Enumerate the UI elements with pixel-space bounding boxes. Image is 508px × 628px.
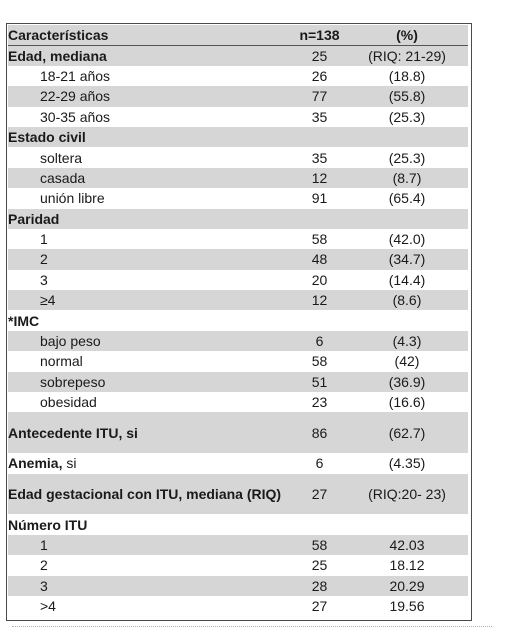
row-n: 35	[311, 149, 328, 166]
row-label-text: ≥4	[40, 292, 56, 309]
row-label	[8, 66, 293, 86]
row-label	[8, 290, 293, 310]
row-percent: (8.7)	[346, 168, 468, 188]
row-label-text: Estado civil	[8, 129, 86, 146]
table-row	[8, 209, 468, 229]
row-percent	[346, 514, 468, 534]
row-label-text: Anemia,	[8, 455, 63, 472]
table-row	[8, 249, 468, 269]
row-label	[8, 372, 293, 392]
header-characteristics: Características	[8, 25, 293, 45]
row-label-text: 3	[40, 271, 48, 288]
table-row	[8, 290, 468, 310]
row-label	[8, 86, 293, 106]
table-row	[8, 576, 468, 596]
row-n: 91	[311, 190, 328, 207]
row-label	[8, 576, 293, 596]
characteristics-table	[8, 25, 468, 616]
table-row	[8, 535, 468, 555]
row-n: 12	[293, 168, 346, 188]
table-row	[8, 372, 468, 392]
table-row	[8, 514, 468, 534]
table-row	[8, 188, 468, 208]
row-n: 86	[293, 412, 346, 453]
row-n: 35	[311, 108, 328, 125]
table-row	[8, 555, 468, 575]
row-percent: (14.4)	[388, 271, 426, 288]
row-label	[8, 229, 293, 249]
row-percent	[346, 127, 468, 147]
row-n: 27	[311, 598, 328, 615]
row-percent: (25.3)	[388, 149, 426, 166]
row-label-text: 2	[40, 251, 48, 268]
table-row	[8, 392, 468, 412]
row-percent: (42)	[394, 353, 420, 370]
table-row	[8, 596, 468, 616]
row-percent	[346, 209, 468, 229]
row-percent: (RIQ:20- 23)	[346, 474, 468, 515]
row-percent: (55.8)	[346, 86, 468, 106]
table-header-row	[8, 25, 468, 45]
table-row	[8, 474, 468, 515]
row-percent: (RIQ: 21-29)	[346, 45, 468, 65]
row-label-text: 18-21 años	[40, 67, 111, 84]
row-label	[8, 209, 293, 229]
row-label-text: 30-35 años	[40, 108, 111, 125]
table-row	[8, 66, 468, 86]
row-label-text: obesidad	[40, 394, 97, 411]
row-percent: (34.7)	[346, 249, 468, 269]
row-label-text: >4	[40, 598, 56, 615]
row-percent: 20.29	[346, 576, 468, 596]
row-label	[8, 168, 293, 188]
table-row	[8, 412, 468, 453]
row-label	[8, 45, 293, 65]
row-n	[293, 514, 346, 534]
row-label	[8, 270, 293, 290]
table-row	[8, 127, 468, 147]
row-n: 27	[293, 474, 346, 515]
row-percent: 42.03	[346, 535, 468, 555]
row-percent: (62.7)	[346, 412, 468, 453]
row-n: 12	[293, 290, 346, 310]
row-label	[8, 147, 293, 167]
row-label-text: Antecedente ITU, si	[8, 424, 138, 441]
row-label	[8, 453, 293, 473]
table-row	[8, 453, 468, 473]
row-label-text: 3	[40, 577, 48, 594]
row-label	[8, 127, 293, 147]
row-percent: (4.35)	[388, 455, 426, 472]
row-n: 48	[293, 249, 346, 269]
row-percent: (8.6)	[346, 290, 468, 310]
row-label-text: unión libre	[40, 190, 105, 207]
row-label-text: normal	[40, 353, 83, 370]
row-n	[293, 310, 346, 330]
row-label	[8, 596, 293, 616]
table-row	[8, 45, 468, 65]
row-label	[8, 392, 293, 412]
row-label-text: bajo peso	[40, 333, 101, 350]
row-percent: (36.9)	[346, 372, 468, 392]
row-percent: (25.3)	[388, 108, 426, 125]
row-percent: (4.3)	[346, 331, 468, 351]
table-row	[8, 147, 468, 167]
row-label	[8, 249, 293, 269]
row-n	[293, 209, 346, 229]
row-label-text: 2	[40, 557, 48, 574]
table-row	[8, 310, 468, 330]
row-n: 28	[293, 576, 346, 596]
row-label	[8, 188, 293, 208]
row-label	[8, 474, 293, 515]
table-row	[8, 229, 468, 249]
row-label	[8, 310, 293, 330]
table-row	[8, 107, 468, 127]
row-percent: 18.12	[389, 557, 425, 574]
row-n	[293, 127, 346, 147]
row-label-text: soltera	[40, 149, 83, 166]
row-n: 58	[293, 535, 346, 555]
header-percent: (%)	[346, 25, 468, 45]
row-percent: 19.56	[389, 598, 425, 615]
row-n: 58	[311, 231, 328, 248]
row-n: 23	[311, 394, 328, 411]
row-label	[8, 107, 293, 127]
row-percent	[346, 310, 468, 330]
row-label-text: sobrepeso	[40, 373, 106, 390]
row-n: 25	[293, 45, 346, 65]
table-row	[8, 270, 468, 290]
header-n: n=138	[293, 25, 346, 45]
row-label	[8, 351, 293, 371]
row-percent: (16.6)	[388, 394, 426, 411]
row-label-text: casada	[40, 169, 86, 186]
row-label-text: *IMC	[8, 312, 40, 329]
row-label-suffix: si	[62, 455, 77, 472]
row-n: 6	[315, 455, 324, 472]
row-n: 25	[311, 557, 328, 574]
row-label-text: Edad, mediana	[8, 47, 107, 64]
row-n: 20	[311, 271, 328, 288]
row-n: 58	[311, 353, 328, 370]
row-n: 51	[293, 372, 346, 392]
row-label	[8, 514, 293, 534]
row-percent: (65.4)	[388, 190, 426, 207]
row-n: 6	[293, 331, 346, 351]
row-label-text: 22-29 años	[40, 88, 111, 105]
row-label	[8, 535, 293, 555]
row-label-text: 1	[40, 231, 48, 248]
table-row	[8, 331, 468, 351]
row-label	[8, 412, 293, 453]
row-label-text: Paridad	[8, 210, 60, 227]
table-row	[8, 86, 468, 106]
row-label	[8, 331, 293, 351]
row-n: 26	[311, 67, 328, 84]
table-row	[8, 351, 468, 371]
row-label-text: 1	[40, 536, 48, 553]
row-label	[8, 555, 293, 575]
row-label-text: Número ITU	[8, 516, 88, 533]
table-row	[8, 168, 468, 188]
row-label-text: Edad gestacional con ITU, mediana (RIQ)	[8, 486, 282, 502]
row-percent: (42.0)	[388, 231, 426, 248]
row-percent: (18.8)	[388, 67, 426, 84]
row-n: 77	[293, 86, 346, 106]
